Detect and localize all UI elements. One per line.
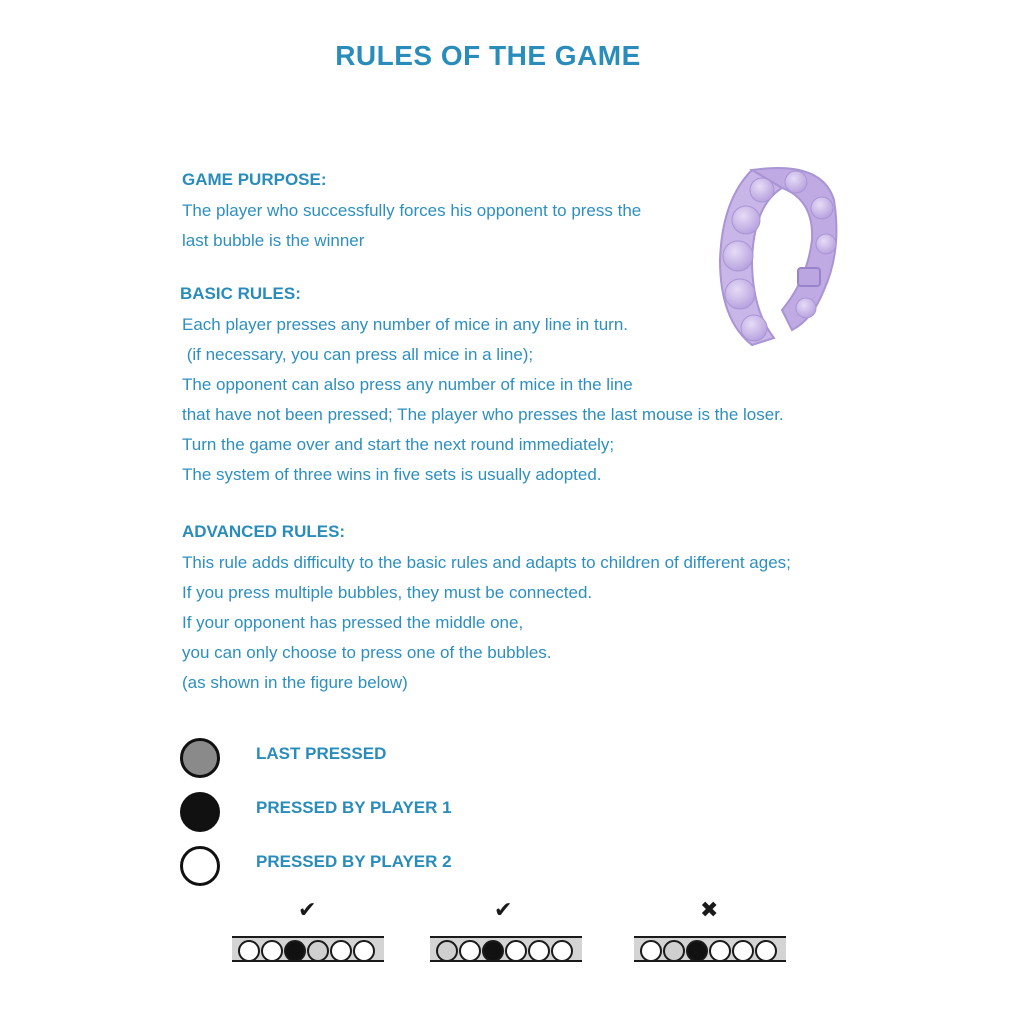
white-bubble [353,940,375,962]
gray-circle-icon [180,738,220,778]
example-invalid [634,898,786,968]
white-bubble [330,940,352,962]
page-title: RULES OF THE GAME [335,40,641,71]
white-bubble [709,940,731,962]
grey-bubble [307,940,329,962]
white-bubble [528,940,550,962]
white-bubble [459,940,481,962]
white-bubble [732,940,754,962]
legend-label: PRESSED BY PLAYER 1 [256,798,452,817]
game-purpose-line: last bubble is the winner [182,231,365,250]
basic-rules-line: that have not been pressed; The player who presses the last mouse is the loser. [182,405,784,424]
advanced-rules-line: If your opponent has pressed the middle one, [182,613,524,632]
basic-rules-line: The opponent can also press any number of mice in the line [182,375,633,394]
game-purpose-section [182,170,641,256]
basic-rules-section [180,284,784,490]
white-bubble [755,940,777,962]
check-icon: ✔ [494,898,513,923]
pop-bracelet-image [712,160,842,350]
check-icon: ✔ [298,898,317,923]
basic-rules-line: (if necessary, you can press all mice in a line); [182,345,534,364]
advanced-rules-section [182,522,791,698]
basic-rules-line: Turn the game over and start the next round immediately; [182,435,615,454]
advanced-rules-line: (as shown in the figure below) [182,673,408,692]
white-bubble [238,940,260,962]
example-valid-1 [232,898,384,968]
black-bubble [686,940,708,962]
white-bubble [640,940,662,962]
white-circle-icon [180,846,220,886]
basic-rules-line: Each player presses any number of mice in any line in turn. [182,315,629,334]
legend-label: LAST PRESSED [256,744,387,763]
game-purpose-heading: GAME PURPOSE: [182,170,327,189]
grey-bubble [436,940,458,962]
example-valid-2 [430,898,582,968]
advanced-rules-line: If you press multiple bubbles, they must be connected. [182,583,593,602]
white-bubble [261,940,283,962]
basic-rules-heading: BASIC RULES: [180,284,301,303]
bubble-strip [634,936,786,962]
advanced-rules-line: you can only choose to press one of the bubbles. [182,643,552,662]
advanced-rules-heading: ADVANCED RULES: [182,522,346,541]
white-bubble [505,940,527,962]
black-bubble [482,940,504,962]
bubble-strip [232,936,384,962]
bubble-strip [430,936,582,962]
black-circle-icon [180,792,220,832]
grey-bubble [663,940,685,962]
advanced-rules-line: This rule adds difficulty to the basic rules and adapts to children of different ages; [182,553,791,572]
basic-rules-line: The system of three wins in five sets is usually adopted. [182,465,602,484]
cross-icon: ✖ [700,898,719,923]
white-bubble [551,940,573,962]
game-purpose-line: The player who successfully forces his opponent to press the [182,201,642,220]
legend-label: PRESSED BY PLAYER 2 [256,852,452,871]
black-bubble [284,940,306,962]
